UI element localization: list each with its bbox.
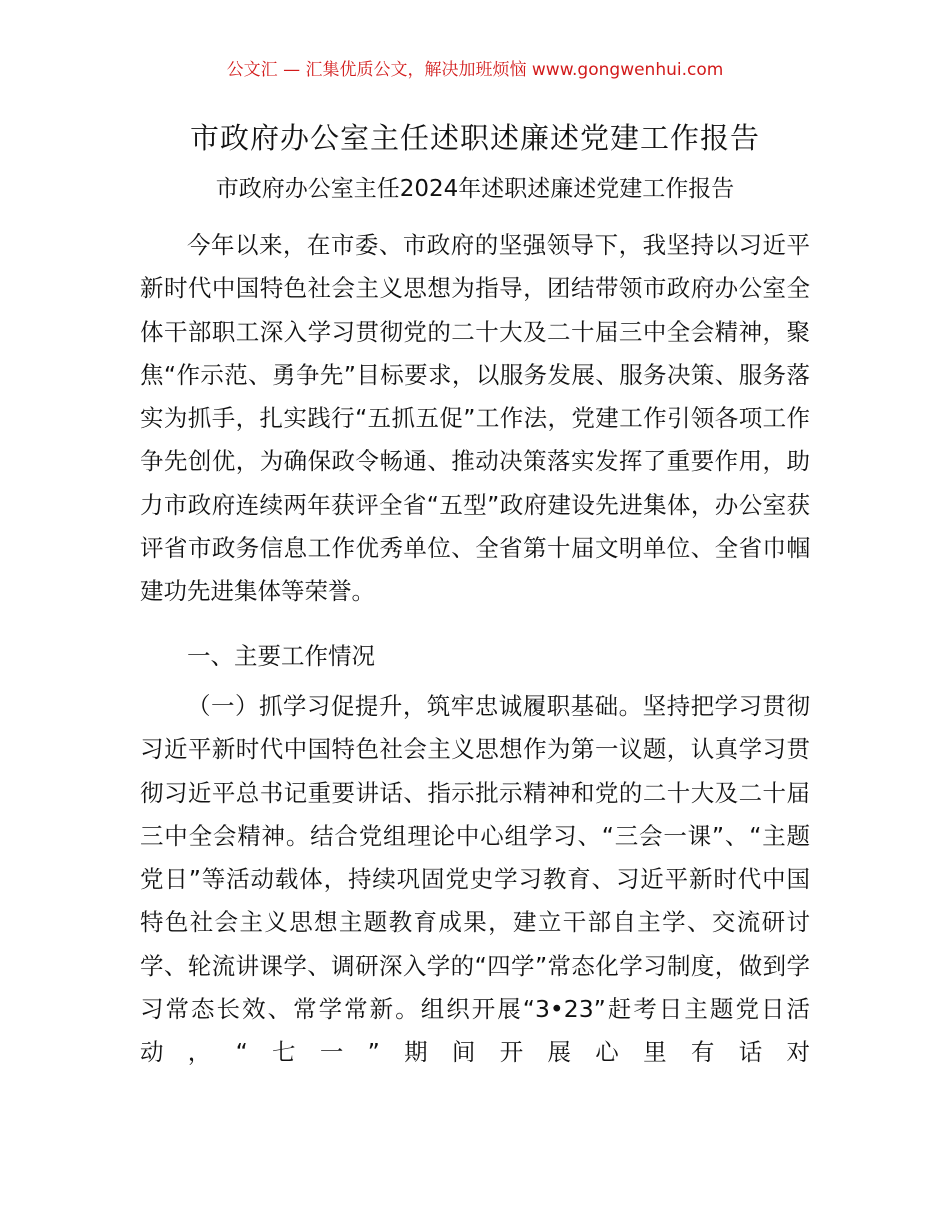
header-banner: 公文汇 — 汇集优质公文，解决加班烦恼 www.gongwenhui.com [226, 60, 724, 80]
document-title: 市政府办公室主任述职述廉述党建工作报告 [189, 121, 760, 155]
section-paragraph: （一）抓学习促提升，筑牢忠诚履职基础。坚持把学习贯彻习近平新时代中国特色社会主义思想作为第一议题，认真学习贯彻习近平总书记重要讲话、指示批示精神和党的二十大及二十届三中全会精神。结合党组理论中心组学习、“三会一课”、“主题党日”等活动载体，持续巩固党史学习教育、习近平新时代中国特色社会主义思想主题教育成果，建立干部自主学、交流研讨学、轮流讲课学、调研深入学的“四学”常态化学习制度，做到学习常态长效、常学常新。组织开展“3•23”赶考日主题党日活动，“七一”期间开展心里有话对 [140, 691, 810, 1067]
document-subtitle: 市政府办公室主任2024年述职述廉述党建工作报告 [215, 176, 735, 202]
document-body [140, 224, 810, 1075]
intro-paragraph: 今年以来，在市委、市政府的坚强领导下，我坚持以习近平新时代中国特色社会主义思想为指导，团结带领市政府办公室全体干部职工深入学习贯彻党的二十大及二十届三中全会精神，聚焦“作示范、勇争先”目标要求，以服务发展、服务决策、服务落实为抓手，扎实践行“五抓五促”工作法，党建工作引领各项工作争先创优，为确保政令畅通、推动决策落实发挥了重要作用，助力市政府连续两年获评全省“五型”政府建设先进集体，办公室获评省市政务信息工作优秀单位、全省第十届文明单位、全省巾帼建功先进集体等荣誉。 [140, 231, 810, 606]
section-heading: 一、主要工作情况 [187, 641, 375, 670]
